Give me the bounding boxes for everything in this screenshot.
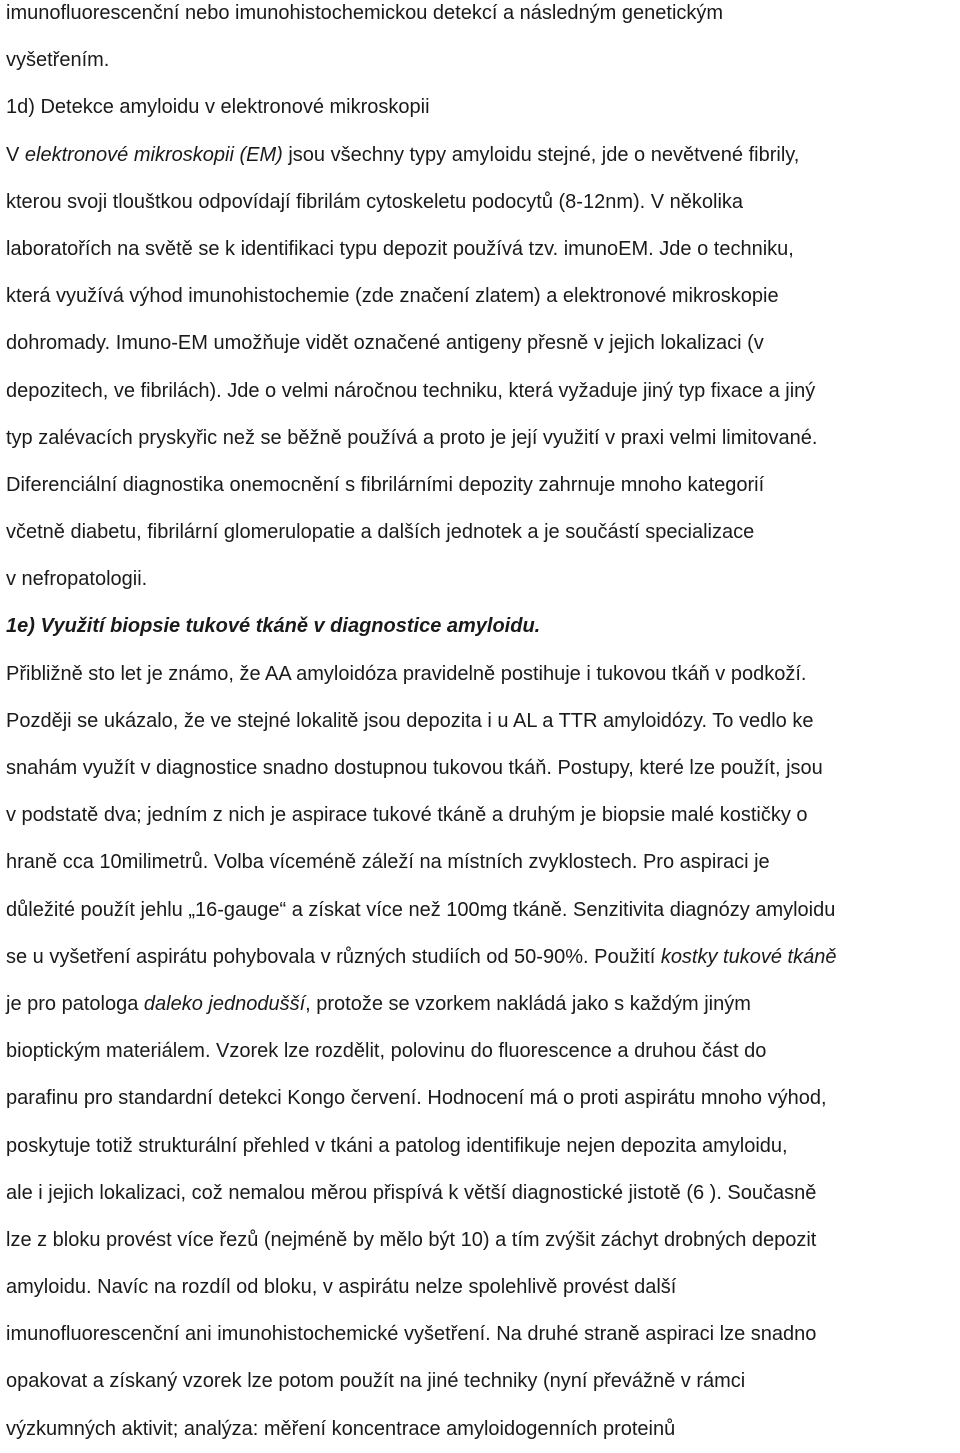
text-line: hraně cca 10milimetrů. Volba víceméně záleží na místních zvyklostech. Pro aspiraci je [6,851,770,874]
emphasis-text: elektronové mikroskopii (EM) [24,143,283,166]
text-fragment: , protože se vzorkem nakládá jako s každým jiným [305,992,751,1015]
text-line: imunofluorescenční nebo imunohistochemickou detekcí a následným genetickým [6,2,724,24]
text-fragment: je pro patologa [6,992,144,1015]
text-line: depozitech, ve fibrilách). Jde o velmi náročnou techniku, která vyžaduje jiný typ fixace a jiný [6,379,816,402]
text-line: bioptickým materiálem. Vzorek lze rozdělit, polovinu do fluorescence a druhou část do [6,1040,767,1063]
text-line: typ zalévacích pryskyřic než se běžně používá a proto je její využití v praxi velmi limitované. [6,426,818,449]
text-line: Diferenciální diagnostika onemocnění s fibrilárními depozity zahrnuje mnoho kategorií [6,473,765,496]
text-line: amyloidu. Navíc na rozdíl od bloku, v aspirátu nelze spolehlivě provést další [6,1276,677,1299]
text-line: důležité použít jehlu „16-gauge“ a získat více než 100mg tkáně. Senzitivita diagnózy amyloidu [6,898,836,921]
text-line: Později se ukázalo, že ve stejné lokalitě jsou depozita i u AL a TTR amyloidózy. To vedlo ke [6,709,814,732]
text-line: ale i jejich lokalizaci, což nemalou měrou přispívá k větší diagnostické jistotě (6 ). Současně [6,1181,817,1204]
emphasis-text: daleko jednodušší [143,992,306,1015]
text-line: imunofluorescenční ani imunohistochemické vyšetření. Na druhé straně aspiraci lze snadno [6,1323,817,1346]
text-line: dohromady. Imuno-EM umožňuje vidět označené antigeny přesně v jejich lokalizaci (v [6,332,764,355]
text-fragment: jsou všechny typy amyloidu stejné, jde o nevětvené fibrily, [282,143,800,166]
text-line: vyšetřením. [6,49,110,72]
text-line [6,132,960,179]
text-line [6,981,960,1028]
text-line: poskytuje totiž strukturální přehled v tkáni a patolog identifikuje nejen depozita amyloidu, [6,1134,788,1157]
text-line: výzkumných aktivit; analýza: měření koncentrace amyloidogenních proteinů [6,1417,676,1440]
text-line: Přibližně sto let je známo, že AA amyloidóza pravidelně postihuje i tukovou tkáň v podkoží. [6,662,807,685]
section-heading-1d: 1d) Detekce amyloidu v elektronové mikroskopii [6,96,430,119]
text-line: laboratořích na světě se k identifikaci typu depozit používá tzv. imunoEM. Jde o techniku, [6,237,794,260]
text-line: parafinu pro standardní detekci Kongo červení. Hodnocení má o proti aspirátu mnoho výhod, [6,1087,827,1110]
text-fragment: se u vyšetření aspirátu pohybovala v různých studiích od 50-90%. Použití [6,945,661,968]
text-line: snahám využít v diagnostice snadno dostupnou tukovou tkáň. Postupy, které lze použít, jsou [6,757,823,779]
text-line: lze z bloku provést více řezů (nejméně by mělo být 10) a tím zvýšit záchyt drobných depozit [6,1228,817,1251]
text-fragment: V [6,143,25,166]
text-line: včetně diabetu, fibrilární glomerulopatie a dalších jednotek a je součástí specializace [6,521,755,544]
text-line: opakovat a získaný vzorek lze potom použít na jiné techniky (nyní převážně v rámci [6,1370,746,1393]
emphasis-text: kostky tukové tkáně [660,945,837,968]
text-line: v podstatě dva; jedním z nich je aspirace tukové tkáně a druhým je biopsie malé kostičky o [6,804,808,827]
text-line: kterou svoji tlouštkou odpovídají fibrilám cytoskeletu podocytů (8-12nm). V několika [6,190,744,213]
text-line [6,934,960,981]
section-heading-1e: 1e) Využití biopsie tukové tkáně v diagnostice amyloidu. [6,615,541,638]
text-line: v nefropatologii. [6,568,148,591]
text-line: která využívá výhod imunohistochemie (zde značení zlatem) a elektronové mikroskopie [6,285,779,308]
document-page [6,0,960,1453]
